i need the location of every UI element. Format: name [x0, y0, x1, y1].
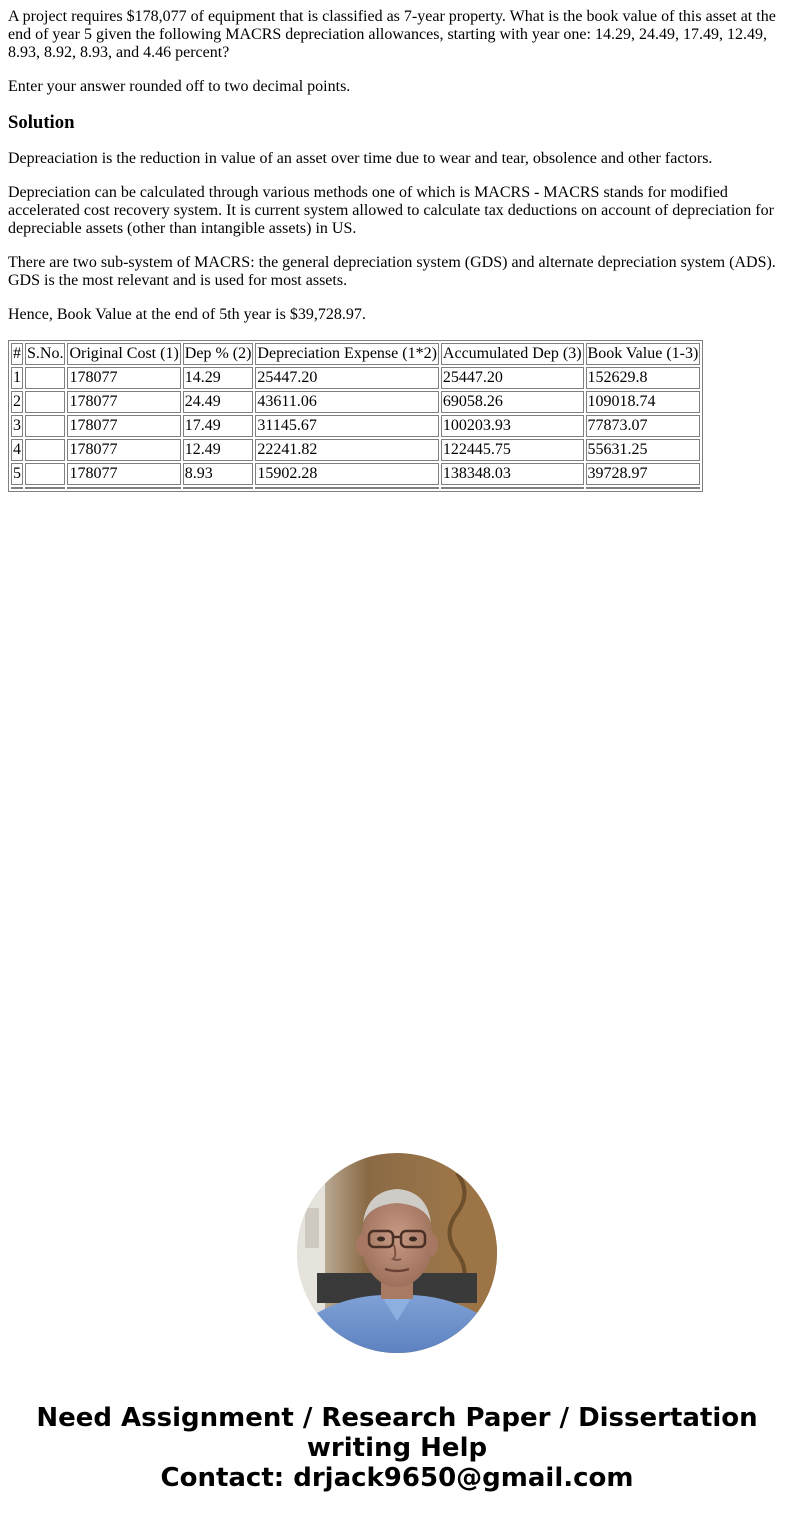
- cell-empty: [183, 487, 254, 489]
- question-text: A project requires $178,077 of equipment that is classified as 7-year property. What is the book value of this asset at the end of year 5 given the following MACRS depreciation allowances, starting with year one: 14.29, 24.49, 17.49, 12.49, 8.93, 8.92, 8.93, and 4.46 percent?: [8, 8, 776, 61]
- cell-accumulated-dep: 138348.03: [441, 463, 584, 485]
- solution-answer: Hence, Book Value at the end of 5th year is $39,728.97.: [8, 306, 366, 323]
- cell-original-cost: 178077: [67, 367, 180, 389]
- table-row: [11, 439, 700, 461]
- table-header-row: [11, 343, 700, 365]
- cell-dep-percent: 12.49: [183, 439, 254, 461]
- header-book-value: Book Value (1-3): [586, 343, 701, 365]
- promo-contact: Contact: drjack9650@gmail.com: [160, 1463, 634, 1493]
- cell-accumulated-dep: 25447.20: [441, 367, 584, 389]
- cell-book-value: 55631.25: [586, 439, 701, 461]
- table-row: [11, 367, 700, 389]
- cell-index: 3: [11, 415, 23, 437]
- header-dep-expense: Depreciation Expense (1*2): [255, 343, 438, 365]
- header-accumulated-dep: Accumulated Dep (3): [441, 343, 584, 365]
- cell-original-cost: 178077: [67, 415, 180, 437]
- cell-book-value: 77873.07: [586, 415, 701, 437]
- cell-accumulated-dep: 100203.93: [441, 415, 584, 437]
- header-index: #: [11, 343, 23, 365]
- table-row: [11, 415, 700, 437]
- cell-dep-expense: 25447.20: [255, 367, 438, 389]
- cell-empty: [11, 487, 23, 489]
- cell-sno: [25, 391, 65, 413]
- cell-dep-expense: 43611.06: [255, 391, 438, 413]
- solution-heading: Solution: [8, 112, 75, 133]
- cell-empty: [67, 487, 180, 489]
- cell-empty: [255, 487, 438, 489]
- cell-original-cost: 178077: [67, 463, 180, 485]
- cell-sno: [25, 439, 65, 461]
- cell-sno: [25, 415, 65, 437]
- table-row: [11, 391, 700, 413]
- document-content: [8, 8, 786, 492]
- cell-dep-percent: 8.93: [183, 463, 254, 485]
- cell-empty: [25, 487, 65, 489]
- cell-index: 5: [11, 463, 23, 485]
- author-avatar: [297, 1153, 497, 1353]
- table-empty-row: [11, 487, 700, 489]
- promo-line-1: Need Assignment / Research Paper / Dissertation: [36, 1403, 758, 1433]
- cell-original-cost: 178077: [67, 439, 180, 461]
- cell-index: 2: [11, 391, 23, 413]
- promo-line-2: writing Help: [306, 1433, 488, 1463]
- solution-paragraph-2: Depreciation can be calculated through various methods one of which is MACRS - MACRS stands for modified accelerated cost recovery system. It is current system allowed to calculate tax deductions on account of depreciation for depreciable assets (other than intangible assets) in US.: [8, 184, 774, 237]
- cell-dep-expense: 22241.82: [255, 439, 438, 461]
- cell-accumulated-dep: 69058.26: [441, 391, 584, 413]
- cell-book-value: 152629.8: [586, 367, 701, 389]
- cell-accumulated-dep: 122445.75: [441, 439, 584, 461]
- cell-dep-percent: 14.29: [183, 367, 254, 389]
- cell-book-value: 109018.74: [586, 391, 701, 413]
- cell-dep-expense: 31145.67: [255, 415, 438, 437]
- cell-empty: [586, 487, 701, 489]
- header-dep-percent: Dep % (2): [183, 343, 254, 365]
- cell-original-cost: 178077: [67, 391, 180, 413]
- solution-paragraph-1: Depreaciation is the reduction in value of an asset over time due to wear and tear, obsolence and other factors.: [8, 150, 713, 167]
- header-sno: S.No.: [25, 343, 65, 365]
- cell-dep-percent: 24.49: [183, 391, 254, 413]
- depreciation-table: [8, 340, 703, 492]
- cell-index: 1: [11, 367, 23, 389]
- cell-dep-percent: 17.49: [183, 415, 254, 437]
- question-instruction: Enter your answer rounded off to two decimal points.: [8, 78, 351, 95]
- table-row: [11, 463, 700, 485]
- cell-sno: [25, 463, 65, 485]
- cell-dep-expense: 15902.28: [255, 463, 438, 485]
- header-original-cost: Original Cost (1): [67, 343, 180, 365]
- cell-index: 4: [11, 439, 23, 461]
- solution-paragraph-3: There are two sub-system of MACRS: the general depreciation system (GDS) and alternate depreciation system (ADS). GDS is the most relevant and is used for most assets.: [8, 254, 776, 289]
- cell-book-value: 39728.97: [586, 463, 701, 485]
- author-portrait-image: [297, 1153, 497, 1353]
- cell-empty: [441, 487, 584, 489]
- cell-sno: [25, 367, 65, 389]
- promo-banner: [0, 1403, 794, 1493]
